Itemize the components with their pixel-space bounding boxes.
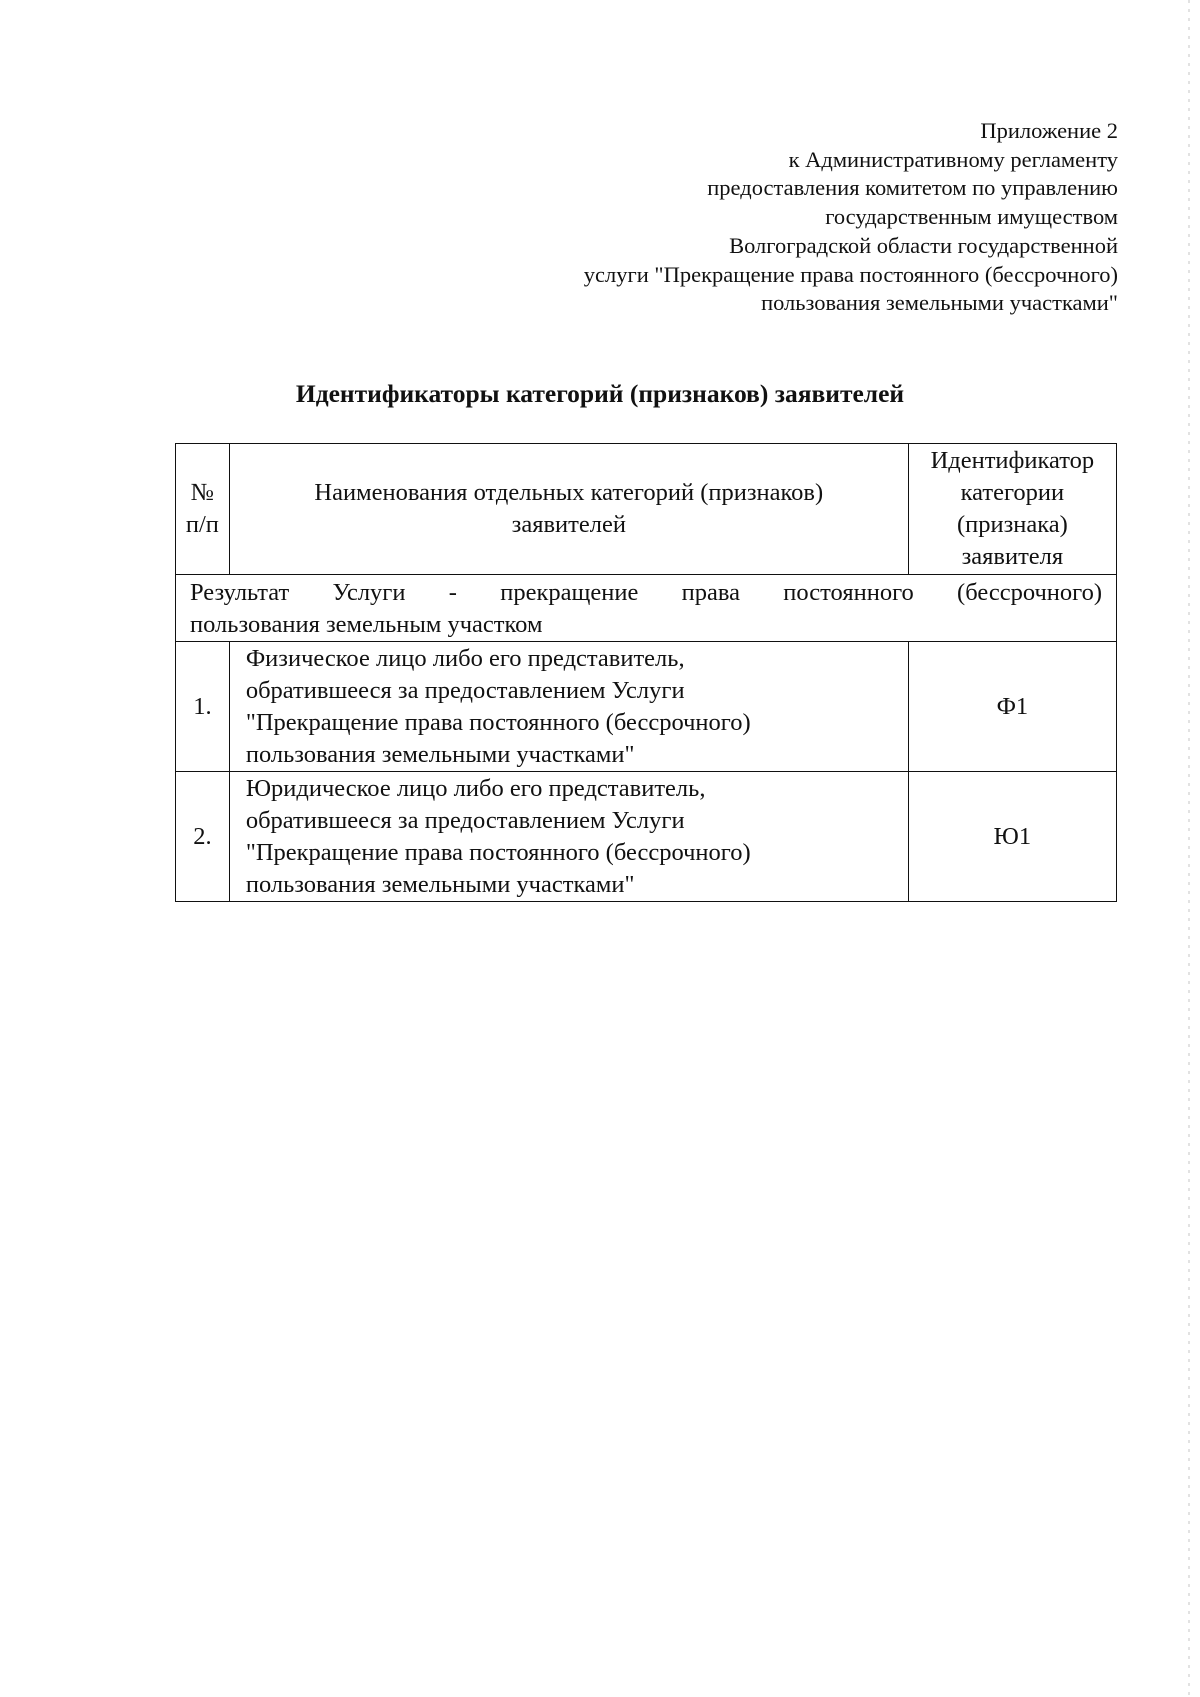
table-row <box>176 642 1117 772</box>
appendix-line: к Административному регламенту <box>788 146 1118 172</box>
row-name-line: пользования земельными участками" <box>245 870 635 898</box>
row-name-line: пользования земельными участками" <box>245 740 635 768</box>
header-id-line: заявителя <box>961 543 1064 570</box>
scan-edge-artifact <box>1188 0 1190 1697</box>
row-name-line: Физическое лицо либо его представитель, <box>245 644 685 672</box>
appendix-line: государственным имуществом <box>825 204 1118 230</box>
header-num-line: п/п <box>185 511 219 538</box>
header-id-line: категории <box>960 479 1065 506</box>
table-header-row <box>176 444 1117 575</box>
row-num-cell: 2. <box>176 772 230 902</box>
result-section-cell <box>176 575 1117 642</box>
appendix-line: услуги "Прекращение права постоянного (бессрочного) <box>583 261 1118 287</box>
row-name-cell <box>229 772 908 902</box>
applicant-categories-table <box>175 443 1117 902</box>
header-num-line: № <box>190 479 215 506</box>
header-id-line: Идентификатор <box>930 447 1095 474</box>
document-title: Идентификаторы категорий (признаков) заявителей <box>295 379 905 408</box>
row-name-line: обратившееся за предоставлением Услуги <box>245 676 685 704</box>
row-name-line: обратившееся за предоставлением Услуги <box>245 806 685 834</box>
appendix-line: Волгоградской области государственной <box>729 232 1118 258</box>
row-id-cell: Ю1 <box>908 772 1116 902</box>
row-name-line: "Прекращение права постоянного (бессрочного) <box>245 838 751 866</box>
result-line: Результат Услуги - прекращение права постоянного (бессрочного) <box>190 579 1102 606</box>
appendix-header <box>584 117 1118 318</box>
appendix-line: Приложение 2 <box>980 118 1118 143</box>
result-section-row <box>176 575 1117 642</box>
row-name-line: Юридическое лицо либо его представитель, <box>245 774 706 802</box>
row-name-line: "Прекращение права постоянного (бессрочного) <box>245 708 751 736</box>
row-num-cell: 1. <box>176 642 230 772</box>
table-row <box>176 772 1117 902</box>
result-line: пользования земельным участком <box>190 611 543 638</box>
appendix-line: пользования земельными участками" <box>761 290 1118 316</box>
row-id-cell: Ф1 <box>908 642 1116 772</box>
header-num-cell <box>176 444 230 575</box>
header-id-cell <box>908 444 1116 575</box>
header-name-cell <box>229 444 908 575</box>
row-name-cell <box>229 642 908 772</box>
header-name-line: Наименования отдельных категорий (признаков) <box>314 479 824 506</box>
appendix-line: предоставления комитетом по управлению <box>707 175 1118 201</box>
header-name-line: заявителей <box>511 511 626 538</box>
header-id-line: (признака) <box>956 511 1068 538</box>
